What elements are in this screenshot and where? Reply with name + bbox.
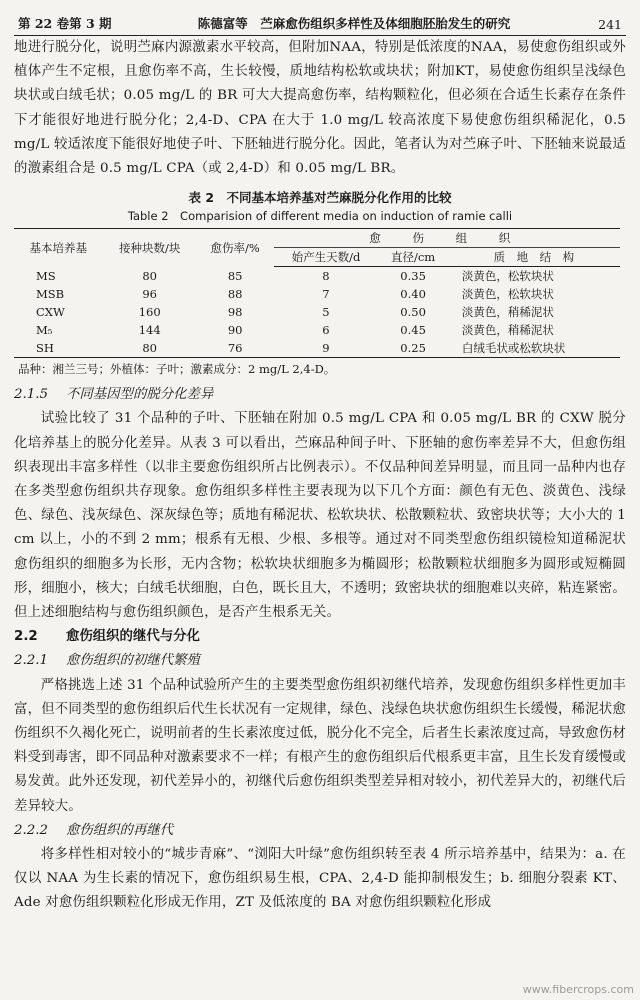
section-title: 愈伤组织的继代与分化 — [66, 629, 200, 645]
cell-rate: 98 — [227, 305, 243, 320]
cell-medium: MS — [36, 268, 56, 283]
cell-diameter: 0.40 — [400, 287, 426, 302]
cell-explants: 144 — [138, 323, 161, 338]
section-heading-2-1-5 — [14, 383, 626, 407]
cell-rate: 85 — [227, 268, 243, 283]
cell-texture: 淡黄色，稍稀泥状 — [461, 305, 554, 320]
cell-explants: 80 — [142, 268, 157, 283]
cell-texture: 淡黄色，松软块状 — [461, 287, 554, 302]
col-callus-group: 愈 伤 组 织 — [274, 229, 620, 248]
section-heading-2-2-1 — [14, 649, 626, 673]
col-diameter: 直径/cm — [378, 248, 447, 267]
cell-diameter: 0.25 — [378, 339, 447, 358]
cell-medium: SH — [14, 339, 103, 358]
volume-issue: 第 22 卷第 3 期 — [18, 16, 112, 31]
col-rate: 愈伤率/% — [197, 229, 274, 267]
cell-texture: 白绒毛状或松软块状 — [448, 339, 620, 358]
cell-medium: M₅ — [36, 323, 53, 338]
cell-rate: 88 — [227, 287, 243, 302]
cell-texture: 淡黄色，稍稀泥状 — [461, 323, 554, 338]
section-2-2-2-body: 将多样性相对较小的“城步青麻”、“浏阳大叶绿”愈伤组织转至表 4 所示培养基中，结果为：a. 在仅以 NAA 为生长素的情况下，愈伤组织易生根，CPA、2,4-D 能抑制根发生；b. 细胞分裂素 KT、Ade 对愈伤组织颗粒化形成无作用，ZT 及低浓度的 BA 对愈伤组织颗粒化形成 — [14, 847, 626, 911]
running-title: 陈德富等 苎麻愈伤组织多样性及体细胞胚胎发生的研究 — [197, 16, 511, 31]
cell-texture: 淡黄色，松软块状 — [461, 269, 554, 284]
cell-medium: MSB — [36, 287, 65, 302]
cell-days: 6 — [322, 323, 330, 338]
table-note: 品种：湘兰三号；外植体：子叶；激素成分：2 mg/L 2,4-D。 — [18, 362, 336, 377]
intro-paragraph: 地进行脱分化，说明苎麻内源激素水平较高，但附加NAA，特别是低浓度的NAA，易使愈伤组织或外植体产生不定根，且愈伤率不高，生长较慢，质地结构松软或块状；附加KT，易使愈伤组织呈浅绿色块状或白绒毛状；0.05 mg/L 的 BR 可大大提高愈伤率，结构颗粒化，但必须在合适生长素存在条件下才能很好地进行脱分化；2,4-D、CPA 在大于 1.0 mg/L 较高浓度下易使愈伤组织稀泥化，0.5 mg/L 较适浓度下能很好地使子叶、下胚轴进行脱分化。因此，笔者认为对苎麻子叶、下胚轴来说最适的激素组合是 0.5 mg/L CPA（或 2,4-D）和 0.05 mg/L BR。 — [14, 40, 626, 177]
section-number: 2.2.2 — [14, 822, 49, 838]
col-days: 始产生天数/d — [274, 248, 379, 267]
section-number: 2.1.5 — [14, 387, 49, 403]
page-number: 241 — [598, 17, 622, 32]
table-row — [14, 339, 620, 358]
section-heading-2-2-2 — [14, 819, 626, 843]
col-texture: 质 地 结 构 — [448, 248, 620, 267]
cell-days: 7 — [322, 287, 330, 302]
section-title: 不同基因型的脱分化差异 — [66, 387, 214, 403]
cell-rate: 90 — [227, 323, 243, 338]
table-row — [14, 321, 620, 339]
watermark: www.fibercrops.com — [522, 983, 634, 996]
cell-diameter: 0.50 — [400, 305, 426, 320]
col-explants: 接种块数/块 — [103, 229, 197, 267]
media-comparison-table — [14, 228, 620, 358]
section-title: 愈伤组织的初继代繁殖 — [66, 653, 200, 669]
cell-days: 9 — [274, 339, 379, 358]
section-heading-2-2 — [14, 625, 626, 649]
table-row — [14, 285, 620, 303]
table-caption-cn: 表 2 不同基本培养基对苎麻脱分化作用的比较 — [188, 190, 452, 206]
table-row — [14, 267, 620, 286]
col-medium: 基本培养基 — [14, 229, 103, 267]
cell-medium: CXW — [36, 305, 65, 320]
cell-rate: 76 — [197, 339, 274, 358]
section-title: 愈伤组织的再继代 — [66, 822, 174, 838]
running-header — [14, 10, 626, 36]
cell-explants: 96 — [142, 287, 157, 302]
table-row — [14, 303, 620, 321]
cell-diameter: 0.45 — [400, 323, 426, 338]
cell-days: 5 — [322, 305, 330, 320]
cell-days: 8 — [322, 269, 330, 284]
cell-explants: 160 — [138, 305, 161, 320]
section-number: 2.2.1 — [14, 653, 49, 669]
table-caption-en: Table 2 Comparision of different media on induction of ramie calli — [127, 209, 513, 224]
section-2-2-1-body: 严格挑选上述 31 个品种试验所产生的主要类型愈伤组织初继代培养，发现愈伤组织多样性更加丰富，但不同类型的愈伤组织后代生长状况有一定规律，绿色、浅绿色块状愈伤组织生长缓慢，稀泥状愈伤组织不久褐化死亡，说明前者的生长素浓度过低，脱分化不完全，后者生长素浓度过高，导致愈伤材料受到毒害，即不同品种对激素要求不一样；有根产生的愈伤组织后代根系更丰富，且生长发育缓慢或易发黄。此外还发现，初代差异小的，初继代后愈伤组织类型差异相对较小，初代差异大的，初继代后差异较大。 — [14, 677, 626, 814]
cell-diameter: 0.35 — [400, 269, 426, 284]
section-number: 2.2 — [14, 629, 38, 645]
section-2-1-5-body: 试验比较了 31 个品种的子叶、下胚轴在附加 0.5 mg/L CPA 和 0.05 mg/L BR 的 CXW 脱分化培养基上的脱分化差异。从表 3 可以看出，苎麻品种间子叶、下胚轴的愈伤率差异不大，但愈伤组织表现出丰富多样性（以非主要愈伤组织所占比例表示）。不仅品种间差异明显，而且同一品种内也存在多类型愈伤组织共存现象。愈伤组织多样性主要表现为以下几个方面：颜色有无色、淡黄色、浅绿色、绿色、浅灰绿色、深灰绿色等；质地有稀泥状、松软块状、松散颗粒状、致密块状等；大小大的 1 cm 以上，小的不到 2 mm；根系有无根、少根、多根等。通过对不同类型愈伤组织镜检知道稀泥状愈伤组织的细胞多为长形，无内含物；松软块状细胞多为椭圆形；松散颗粒状细胞多为圆形或短椭圆形，细胞小，核大；白绒毛状细胞，白色，既长且大，不透明；致密块状的细胞难以夹碎，粘连紧密。但上述细胞结构与愈伤组织颜色，是否产生根系无关。 — [14, 411, 626, 621]
cell-explants: 80 — [103, 339, 197, 358]
